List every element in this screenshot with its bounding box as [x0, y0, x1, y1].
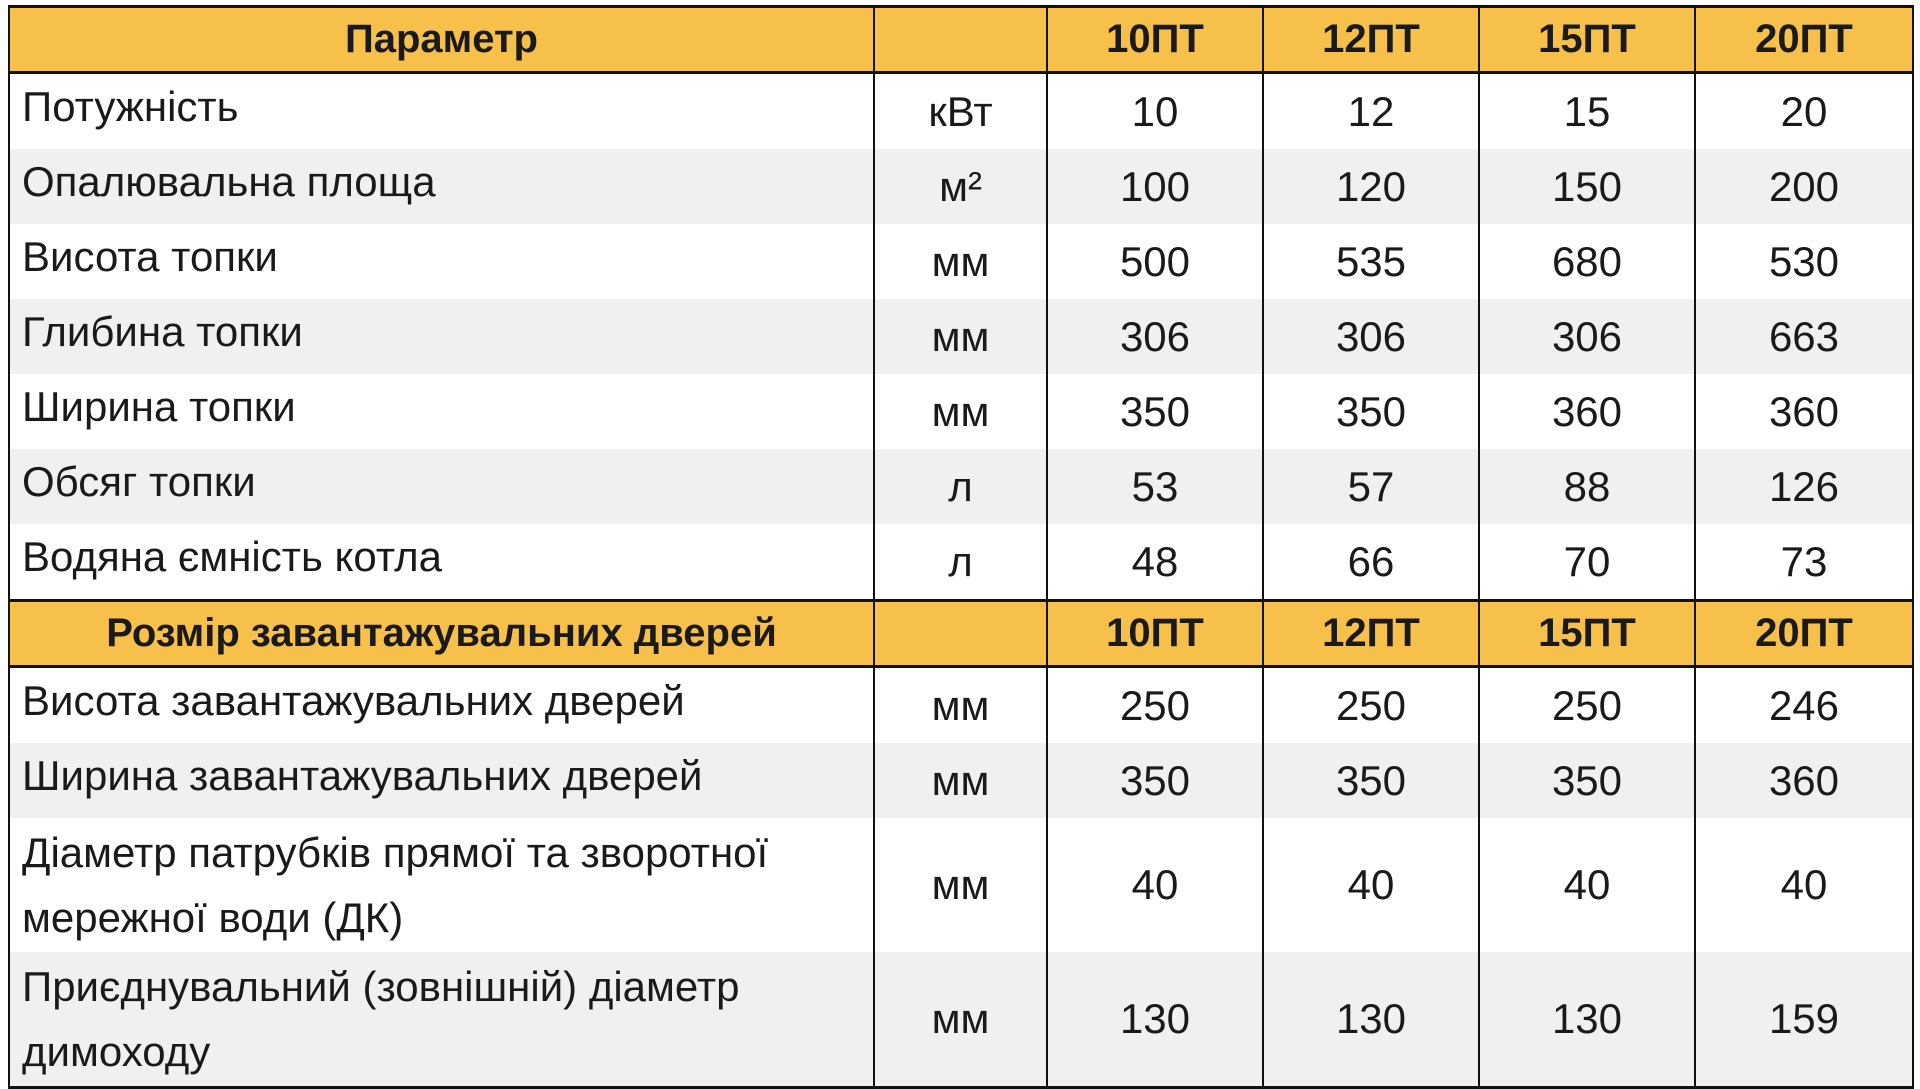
value-cell: 500	[1047, 224, 1263, 299]
value-cell: 40	[1479, 818, 1695, 952]
header-model-10pt: 10ПТ	[1047, 601, 1263, 667]
value-cell: 15	[1479, 73, 1695, 150]
value-cell: 126	[1695, 449, 1913, 524]
value-cell: 66	[1263, 524, 1479, 601]
header-model-10pt: 10ПТ	[1047, 7, 1263, 73]
header-unit-blank	[874, 7, 1047, 73]
value-cell: 40	[1695, 818, 1913, 952]
value-cell: 306	[1047, 299, 1263, 374]
header-model-20pt: 20ПТ	[1695, 601, 1913, 667]
value-cell: 150	[1479, 149, 1695, 224]
value-cell: 12	[1263, 73, 1479, 150]
header-model-20pt: 20ПТ	[1695, 7, 1913, 73]
value-cell: 130	[1479, 952, 1695, 1088]
value-cell: 250	[1263, 667, 1479, 744]
table-row	[9, 449, 1913, 524]
param-name: Глибина топки	[9, 299, 874, 374]
param-name-line: Приєднувальний (зовнішній) діаметр	[22, 963, 740, 1010]
param-name: Висота топки	[9, 224, 874, 299]
value-cell: 120	[1263, 149, 1479, 224]
table-row	[9, 818, 1913, 952]
param-unit: мм	[874, 952, 1047, 1088]
value-cell: 159	[1695, 952, 1913, 1088]
value-cell: 246	[1695, 667, 1913, 744]
header-door-size-title: Розмір завантажувальних дверей	[9, 601, 874, 667]
value-cell: 306	[1263, 299, 1479, 374]
value-cell: 48	[1047, 524, 1263, 601]
value-cell: 40	[1263, 818, 1479, 952]
header-model-12pt: 12ПТ	[1263, 601, 1479, 667]
table-row	[9, 73, 1913, 150]
param-unit: л	[874, 449, 1047, 524]
value-cell: 100	[1047, 149, 1263, 224]
param-name: Ширина завантажувальних дверей	[9, 743, 874, 818]
header-model-15pt: 15ПТ	[1479, 601, 1695, 667]
param-unit: кВт	[874, 73, 1047, 150]
value-cell: 130	[1047, 952, 1263, 1088]
value-cell: 40	[1047, 818, 1263, 952]
param-name-line: димоходу	[22, 1028, 211, 1075]
param-unit: мм	[874, 818, 1047, 952]
value-cell: 350	[1263, 374, 1479, 449]
header-model-12pt: 12ПТ	[1263, 7, 1479, 73]
header-model-15pt: 15ПТ	[1479, 7, 1695, 73]
header-unit-blank	[874, 601, 1047, 667]
param-name: Обсяг топки	[9, 449, 874, 524]
table-row	[9, 149, 1913, 224]
value-cell: 306	[1479, 299, 1695, 374]
value-cell: 530	[1695, 224, 1913, 299]
param-name: Водяна ємність котла	[9, 524, 874, 601]
value-cell: 88	[1479, 449, 1695, 524]
table-row	[9, 299, 1913, 374]
param-unit: мм	[874, 224, 1047, 299]
param-unit: мм	[874, 299, 1047, 374]
param-unit: м²	[874, 149, 1047, 224]
value-cell: 57	[1263, 449, 1479, 524]
param-name-line: мережної води (ДК)	[22, 894, 404, 941]
param-name	[9, 818, 874, 952]
value-cell: 350	[1479, 743, 1695, 818]
value-cell: 350	[1047, 743, 1263, 818]
value-cell: 200	[1695, 149, 1913, 224]
param-name: Ширина топки	[9, 374, 874, 449]
value-cell: 10	[1047, 73, 1263, 150]
table-header-door-size	[9, 601, 1913, 667]
value-cell: 20	[1695, 73, 1913, 150]
param-name: Висота завантажувальних дверей	[9, 667, 874, 744]
boiler-spec-table	[8, 5, 1914, 1089]
value-cell: 350	[1047, 374, 1263, 449]
param-name-line: Діаметр патрубків прямої та зворотної	[22, 829, 769, 876]
param-unit: мм	[874, 667, 1047, 744]
table-row	[9, 524, 1913, 601]
table-row	[9, 374, 1913, 449]
table-row	[9, 224, 1913, 299]
param-name: Опалювальна площа	[9, 149, 874, 224]
param-unit: мм	[874, 743, 1047, 818]
value-cell: 360	[1695, 743, 1913, 818]
value-cell: 53	[1047, 449, 1263, 524]
table-row	[9, 667, 1913, 744]
header-parameter-title: Параметр	[9, 7, 874, 73]
table-row	[9, 952, 1913, 1088]
value-cell: 250	[1047, 667, 1263, 744]
value-cell: 350	[1263, 743, 1479, 818]
table-row	[9, 743, 1913, 818]
param-name: Потужність	[9, 73, 874, 150]
value-cell: 360	[1695, 374, 1913, 449]
param-unit: мм	[874, 374, 1047, 449]
value-cell: 535	[1263, 224, 1479, 299]
value-cell: 680	[1479, 224, 1695, 299]
value-cell: 70	[1479, 524, 1695, 601]
value-cell: 360	[1479, 374, 1695, 449]
value-cell: 130	[1263, 952, 1479, 1088]
value-cell: 73	[1695, 524, 1913, 601]
value-cell: 250	[1479, 667, 1695, 744]
table-header-parameters	[9, 7, 1913, 73]
param-name	[9, 952, 874, 1088]
value-cell: 663	[1695, 299, 1913, 374]
param-unit: л	[874, 524, 1047, 601]
